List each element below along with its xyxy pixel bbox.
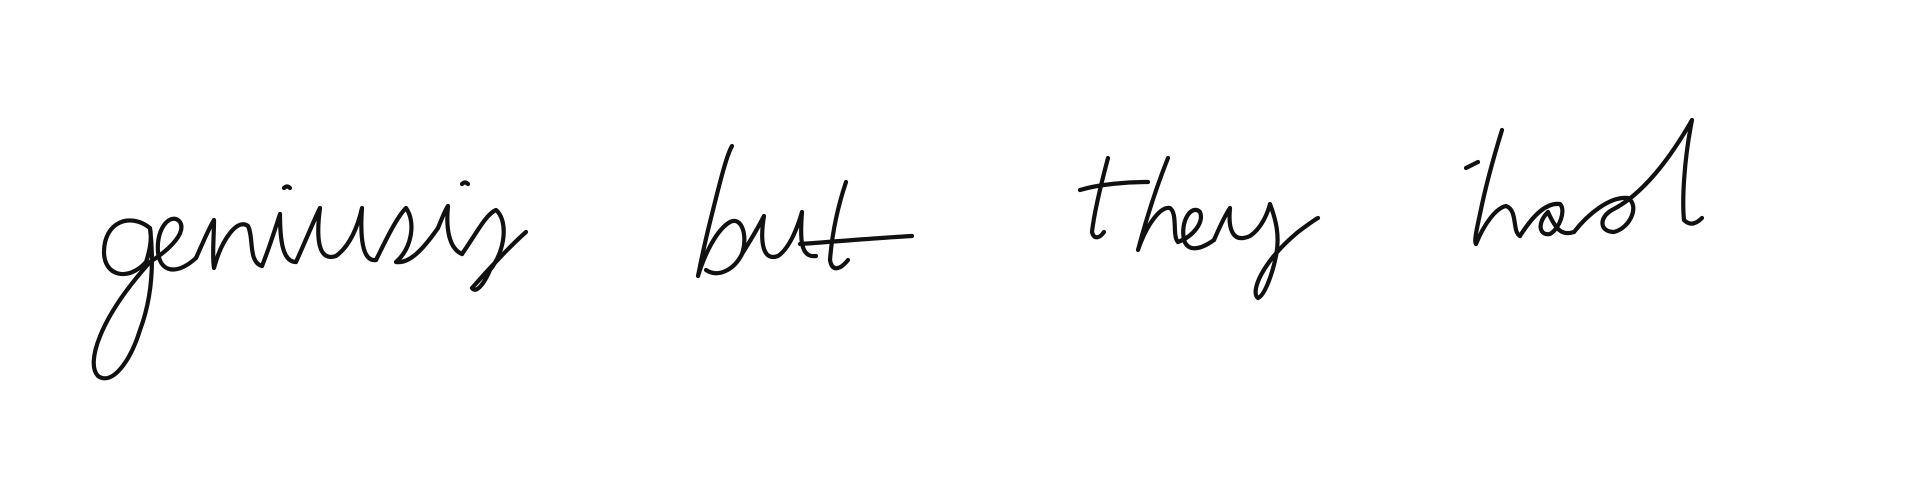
word-they <box>1080 158 1318 298</box>
word-geniusis <box>94 183 526 379</box>
word-had <box>1466 120 1702 244</box>
word-but <box>698 146 912 276</box>
